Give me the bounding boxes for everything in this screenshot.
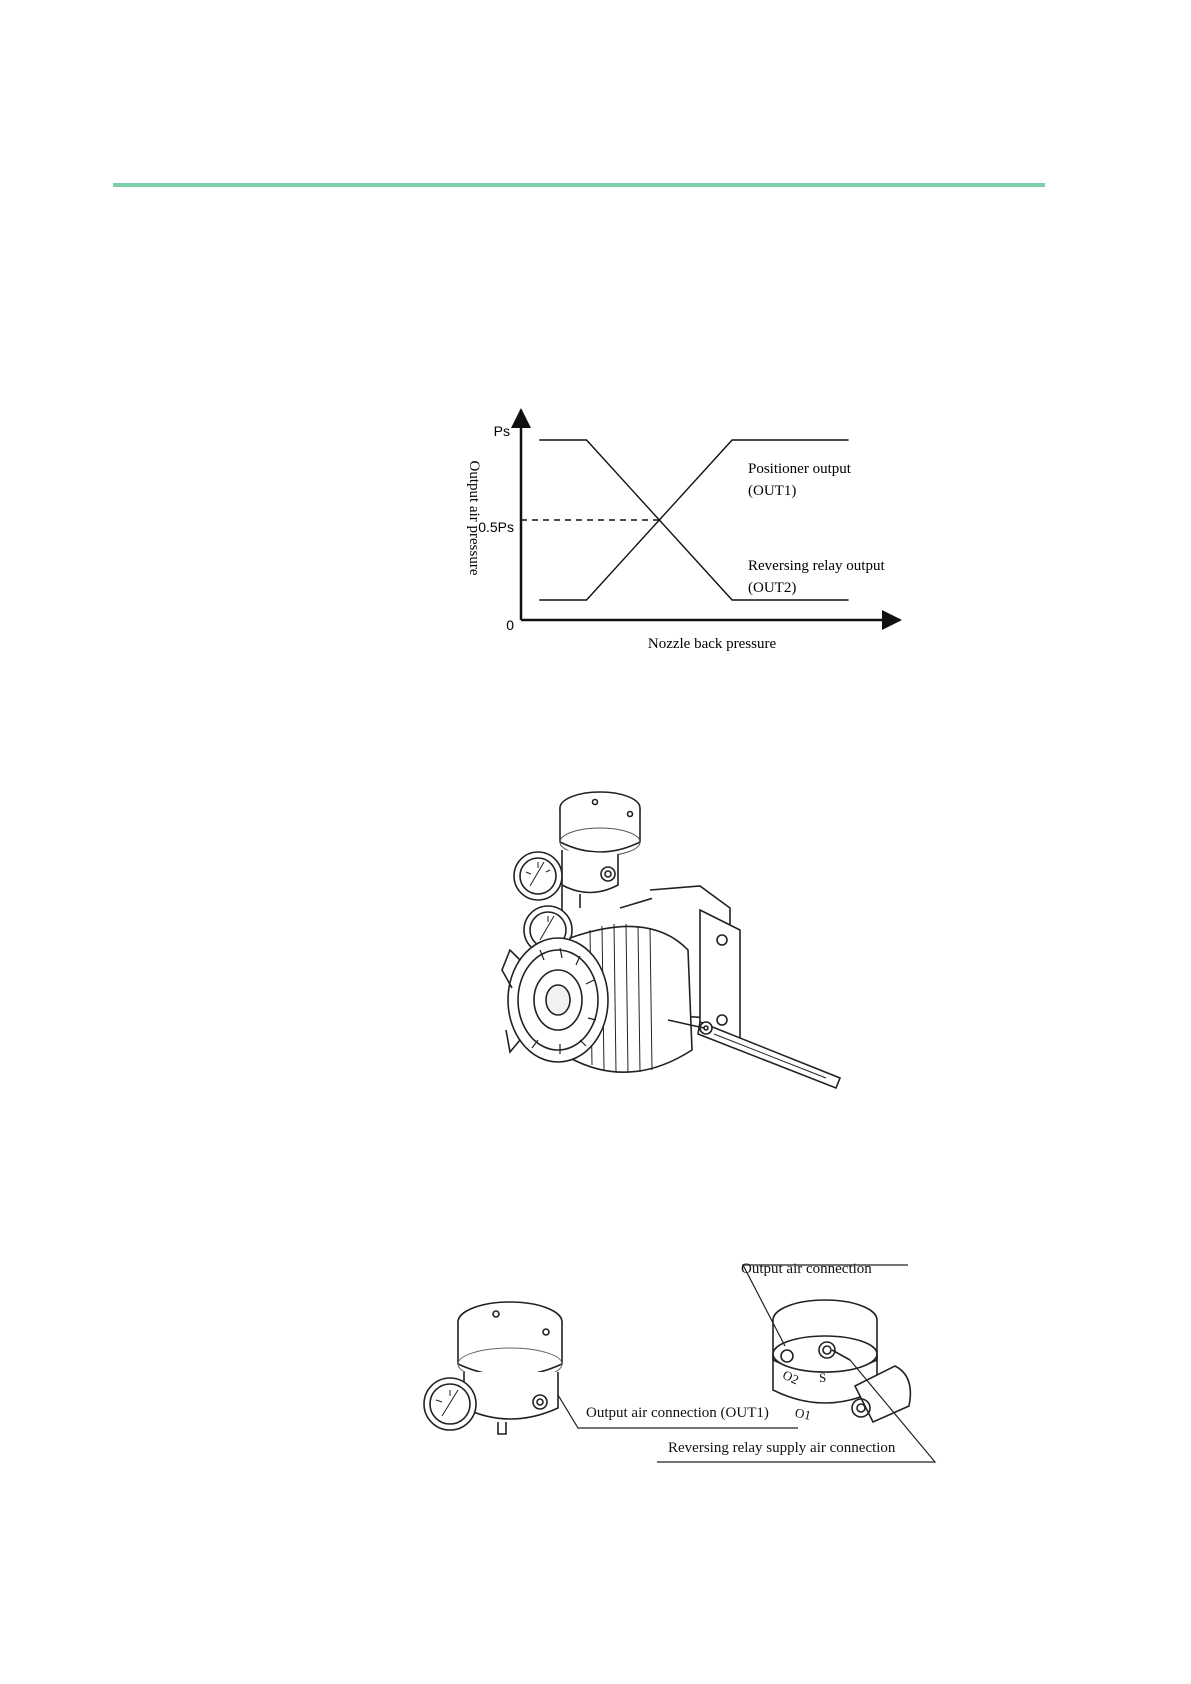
label-reversing-relay-supply: Reversing relay supply air connection: [668, 1440, 896, 1456]
legend-out2-code: (OUT2): [748, 580, 797, 596]
port-o2-label: O2: [780, 1367, 802, 1388]
y-axis-label: Output air pressure: [466, 460, 482, 576]
label-output-air-connection-out1: Output air connection (OUT1): [586, 1405, 769, 1421]
tick-half: 0.5Ps: [478, 519, 514, 535]
label-output-air-connection: Output air connection: [741, 1261, 872, 1277]
port-o1-label: O1: [793, 1404, 813, 1423]
legend-out1-code: (OUT1): [748, 483, 797, 499]
legend-out2-title: Reversing relay output: [748, 558, 885, 574]
port-s-label: S: [819, 1370, 827, 1385]
tick-ps: Ps: [493, 423, 510, 439]
legend-out1-title: Positioner output: [748, 461, 851, 477]
x-axis-label: Nozzle back pressure: [647, 636, 777, 652]
tick-zero: 0: [506, 617, 514, 633]
